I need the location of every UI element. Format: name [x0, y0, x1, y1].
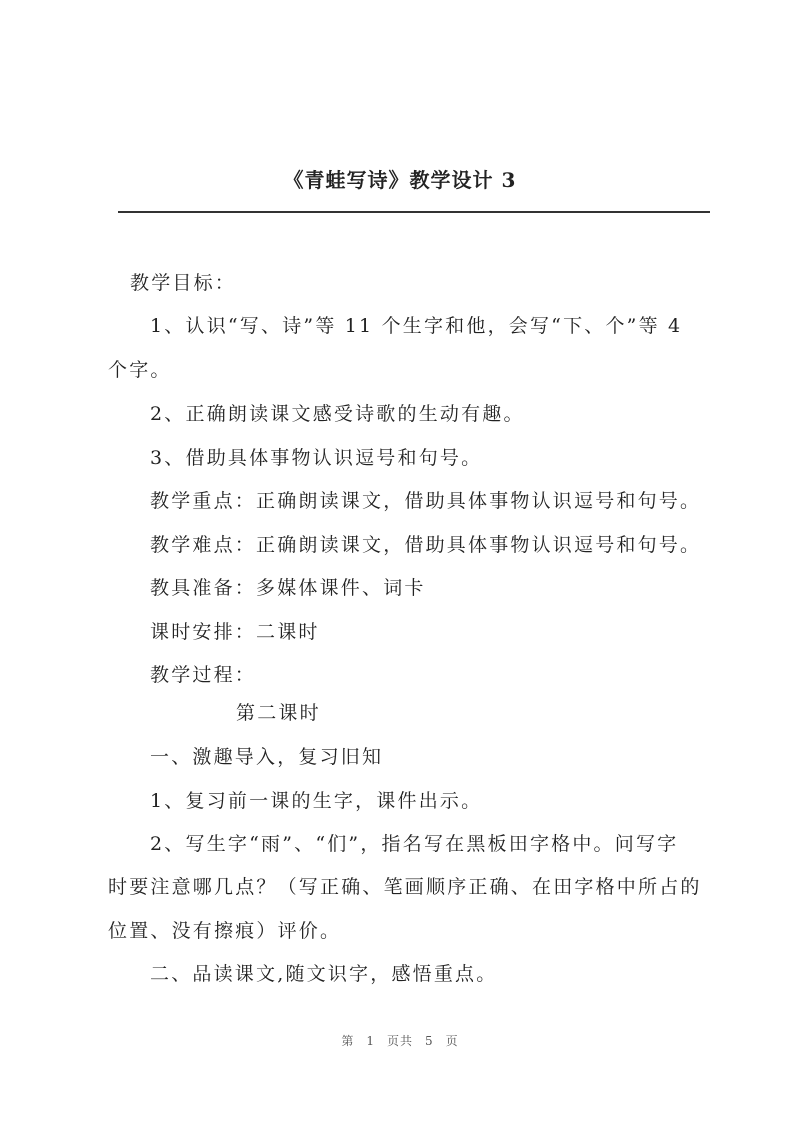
- footer-label-page: 第: [341, 1034, 355, 1048]
- paragraph-line: 2、正确朗读课文感受诗歌的生动有趣。: [150, 403, 525, 425]
- paragraph-line: 时要注意哪几点？（写正确、笔画顺序正确、在田字格中所占的: [108, 876, 702, 898]
- paragraph-line: 教学难点：正确朗读课文，借助具体事物认识逗号和句号。: [150, 534, 702, 556]
- paragraph-line: 课时安排：二课时: [150, 621, 320, 643]
- paragraph-line: 教学过程：: [150, 664, 257, 686]
- footer-label-end: 页: [445, 1034, 459, 1048]
- title-divider: [118, 211, 710, 213]
- footer-label-of: 页共: [386, 1034, 413, 1048]
- paragraph-line: 教学重点：正确朗读课文，借助具体事物认识逗号和句号。: [150, 490, 702, 512]
- paragraph-line: 二、品读课文,随文识字，感悟重点。: [150, 963, 498, 985]
- footer-total-pages: 5: [425, 1034, 434, 1048]
- paragraph-line: 位置、没有擦痕）评价。: [108, 920, 342, 942]
- paragraph-line: 一、激趣导入，复习旧知: [150, 746, 384, 768]
- section-heading: 第二课时: [236, 702, 321, 724]
- document-title: 《青蛙写诗》教学设计 3: [283, 168, 517, 192]
- paragraph-line: 个字。: [108, 359, 172, 381]
- paragraph-line: 2、写生字“雨”、“们”，指名写在黑板田字格中。问写字: [150, 833, 679, 855]
- paragraph-line: 1、复习前一课的生字，课件出示。: [150, 790, 483, 812]
- paragraph-line: 3、借助具体事物认识逗号和句号。: [150, 447, 483, 469]
- paragraph-line: 教具准备：多媒体课件、词卡: [150, 577, 426, 599]
- page-footer: [0, 1032, 800, 1049]
- footer-current-page: 1: [366, 1034, 375, 1048]
- paragraph-line: 教学目标：: [130, 272, 237, 294]
- paragraph-line: 1、认识“写、诗”等 11 个生字和他，会写“下、个”等 4: [150, 315, 683, 337]
